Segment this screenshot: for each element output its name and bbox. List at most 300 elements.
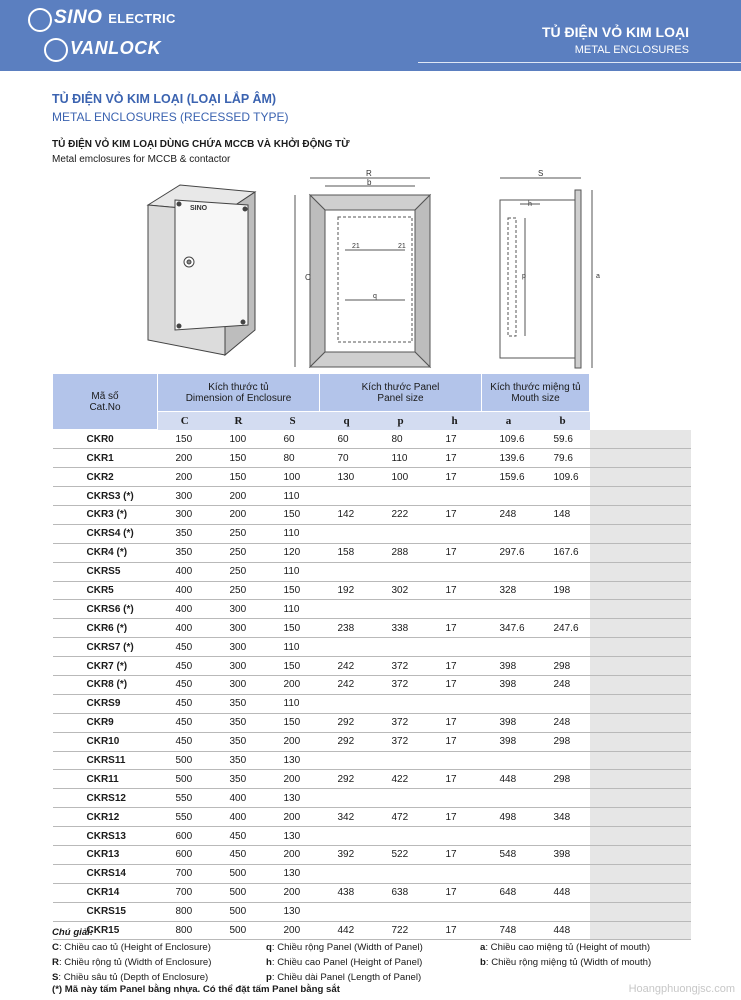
column-header: q: [320, 412, 374, 430]
table-cell: 450: [158, 732, 212, 751]
table-cell: 130: [320, 468, 374, 487]
panel-header-en: Panel size: [377, 392, 424, 404]
row-shade: [590, 883, 691, 902]
cat-no-cell: CKRS7 (*): [53, 638, 158, 657]
table-cell: 292: [320, 732, 374, 751]
cat-header-vn: Mã số: [91, 390, 119, 402]
panel-header: [320, 374, 482, 412]
table-cell: 110: [266, 487, 320, 506]
column-header: a: [482, 412, 536, 430]
table-cell: 300: [212, 600, 266, 619]
table-cell: [536, 694, 590, 713]
table-cell: 500: [212, 864, 266, 883]
row-shade: [590, 600, 691, 619]
enclosure-header-en: Dimension of Enclosure: [185, 392, 292, 404]
table-cell: [482, 562, 536, 581]
table-cell: 648: [482, 883, 536, 902]
cat-no-cell: CKRS5: [53, 562, 158, 581]
row-shade: [590, 713, 691, 732]
row-shade: [590, 581, 691, 600]
table-cell: [482, 902, 536, 921]
cat-header: [53, 374, 158, 430]
table-cell: 438: [320, 883, 374, 902]
notes-column-2: [266, 940, 423, 985]
table-cell: [482, 638, 536, 657]
table-cell: 130: [266, 751, 320, 770]
table-cell: 288: [374, 543, 428, 562]
table-cell: 498: [482, 808, 536, 827]
table-cell: [320, 638, 374, 657]
table-row: [53, 694, 691, 713]
table-cell: 450: [158, 713, 212, 732]
row-shade: [590, 543, 691, 562]
row-shade: [590, 619, 691, 638]
table-cell: [320, 751, 374, 770]
mouth-header: [482, 374, 590, 412]
note-line: [52, 955, 211, 970]
table-row: [53, 864, 691, 883]
table-cell: 109.6: [536, 468, 590, 487]
table-cell: 398: [482, 713, 536, 732]
column-header: h: [428, 412, 482, 430]
table-cell: 250: [212, 524, 266, 543]
table-cell: 800: [158, 902, 212, 921]
table-cell: 600: [158, 845, 212, 864]
cat-no-cell: CKRS14: [53, 864, 158, 883]
cat-no-cell: CKR7 (*): [53, 657, 158, 676]
table-cell: 500: [212, 902, 266, 921]
note-key: R: [52, 957, 59, 968]
table-cell: [320, 600, 374, 619]
table-cell: [482, 524, 536, 543]
table-cell: 350: [212, 713, 266, 732]
table-row: [53, 883, 691, 902]
table-cell: [320, 789, 374, 808]
table-cell: 200: [158, 449, 212, 468]
table-cell: 110: [266, 600, 320, 619]
table-row: [53, 638, 691, 657]
table-cell: 60: [320, 430, 374, 449]
row-shade: [590, 430, 691, 449]
table-cell: 800: [158, 921, 212, 940]
column-header: C: [158, 412, 212, 430]
table-cell: 342: [320, 808, 374, 827]
table-cell: 248: [536, 675, 590, 694]
table-cell: 17: [428, 845, 482, 864]
table-cell: [536, 600, 590, 619]
table-cell: 159.6: [482, 468, 536, 487]
header-subtitle: METAL ENCLOSURES: [574, 44, 689, 56]
table-cell: 200: [158, 468, 212, 487]
table-cell: 150: [212, 449, 266, 468]
table-cell: 328: [482, 581, 536, 600]
table-cell: 338: [374, 619, 428, 638]
note-line: [266, 970, 423, 985]
table-cell: [482, 827, 536, 846]
table-cell: 600: [158, 827, 212, 846]
table-cell: 500: [212, 883, 266, 902]
cat-no-cell: CKR9: [53, 713, 158, 732]
table-cell: 372: [374, 675, 428, 694]
row-shade: [590, 845, 691, 864]
cat-no-cell: CKRS11: [53, 751, 158, 770]
page-header: [0, 0, 741, 71]
table-row: [53, 468, 691, 487]
table-cell: [320, 827, 374, 846]
table-row: [53, 845, 691, 864]
table-cell: 400: [158, 619, 212, 638]
dim-label-S: S: [538, 170, 544, 178]
table-cell: 200: [266, 921, 320, 940]
table-cell: 150: [158, 430, 212, 449]
section-subtitle: METAL ENCLOSURES (RECESSED TYPE): [52, 110, 289, 124]
cat-no-cell: CKRS4 (*): [53, 524, 158, 543]
table-cell: 347.6: [482, 619, 536, 638]
table-row: [53, 789, 691, 808]
table-cell: 400: [212, 808, 266, 827]
table-cell: 110: [266, 562, 320, 581]
table-cell: 248: [536, 713, 590, 732]
table-cell: [428, 864, 482, 883]
cat-no-cell: CKRS9: [53, 694, 158, 713]
cat-no-cell: CKR3 (*): [53, 505, 158, 524]
table-cell: 17: [428, 732, 482, 751]
table-cell: 450: [212, 845, 266, 864]
table-cell: 150: [212, 468, 266, 487]
table-cell: 17: [428, 657, 482, 676]
table-cell: 550: [158, 808, 212, 827]
table-cell: 100: [212, 430, 266, 449]
table-cell: [374, 827, 428, 846]
table-cell: 450: [158, 657, 212, 676]
table-cell: [482, 864, 536, 883]
table-cell: 400: [158, 581, 212, 600]
table-cell: 350: [158, 524, 212, 543]
table-cell: 100: [266, 468, 320, 487]
note-key: b: [480, 957, 486, 968]
mouth-header-en: Mouth size: [511, 392, 560, 404]
notes-heading: Chú giải:: [52, 927, 94, 938]
table-cell: 300: [158, 487, 212, 506]
table-cell: 200: [266, 808, 320, 827]
table-cell: 200: [266, 675, 320, 694]
note-text: : Chiều sâu tủ (Depth of Enclosure): [58, 972, 209, 983]
cat-no-cell: CKR2: [53, 468, 158, 487]
brand-vanlock: VANLOCK: [70, 38, 162, 58]
table-cell: 17: [428, 581, 482, 600]
table-cell: [428, 524, 482, 543]
row-shade: [590, 657, 691, 676]
table-row: [53, 449, 691, 468]
header-divider: [418, 62, 741, 63]
table-cell: 372: [374, 732, 428, 751]
table-cell: 247.6: [536, 619, 590, 638]
table-cell: 300: [212, 657, 266, 676]
table-cell: 17: [428, 713, 482, 732]
table-cell: 297.6: [482, 543, 536, 562]
table-cell: [536, 487, 590, 506]
dim-label-21-left: 21: [352, 243, 360, 250]
table-cell: 448: [482, 770, 536, 789]
dim-label-c: C: [305, 273, 311, 282]
table-cell: 400: [158, 562, 212, 581]
table-cell: 17: [428, 921, 482, 940]
table-cell: [374, 694, 428, 713]
row-shade: [590, 808, 691, 827]
table-row: [53, 524, 691, 543]
table-cell: [374, 751, 428, 770]
table-cell: 110: [266, 524, 320, 543]
table-cell: 300: [212, 675, 266, 694]
table-cell: [320, 524, 374, 543]
table-cell: [536, 864, 590, 883]
row-shade: [590, 751, 691, 770]
table-cell: [374, 789, 428, 808]
row-shade: [590, 770, 691, 789]
table-row: [53, 487, 691, 506]
dim-label-h: h: [528, 201, 532, 208]
table-cell: 222: [374, 505, 428, 524]
table-cell: 200: [266, 845, 320, 864]
table-cell: 372: [374, 713, 428, 732]
note-key: h: [266, 957, 272, 968]
table-cell: [536, 638, 590, 657]
table-cell: 150: [266, 657, 320, 676]
table-row: [53, 562, 691, 581]
row-shade: [590, 505, 691, 524]
table-row: [53, 657, 691, 676]
table-cell: 638: [374, 883, 428, 902]
table-cell: 302: [374, 581, 428, 600]
table-cell: 80: [374, 430, 428, 449]
table-cell: 60: [266, 430, 320, 449]
table-cell: 292: [320, 713, 374, 732]
table-cell: 17: [428, 770, 482, 789]
website-watermark: Hoangphuongjsc.com: [628, 983, 735, 995]
table-cell: 238: [320, 619, 374, 638]
table-cell: 550: [158, 789, 212, 808]
table-cell: 298: [536, 732, 590, 751]
table-cell: 248: [482, 505, 536, 524]
table-cell: 350: [212, 751, 266, 770]
table-cell: 158: [320, 543, 374, 562]
table-cell: [374, 562, 428, 581]
table-cell: [536, 751, 590, 770]
table-cell: 200: [266, 732, 320, 751]
table-cell: [320, 902, 374, 921]
table-cell: 500: [212, 921, 266, 940]
table-cell: 110: [266, 638, 320, 657]
table-cell: 500: [158, 770, 212, 789]
table-cell: 298: [536, 770, 590, 789]
table-cell: 472: [374, 808, 428, 827]
table-cell: 17: [428, 505, 482, 524]
table-cell: 130: [266, 789, 320, 808]
dim-label-21-right: 21: [398, 243, 406, 250]
table-cell: 722: [374, 921, 428, 940]
table-row: [53, 581, 691, 600]
table-cell: 392: [320, 845, 374, 864]
panel-header-vn: Kích thước Panel: [361, 381, 440, 393]
table-cell: [482, 600, 536, 619]
table-cell: 298: [536, 657, 590, 676]
table-row: [53, 751, 691, 770]
technical-drawing: [130, 170, 610, 370]
brand-sino-suffix: ELECTRIC: [108, 11, 176, 26]
table-cell: 400: [212, 789, 266, 808]
table-cell: [536, 524, 590, 543]
row-shade: [590, 675, 691, 694]
table-cell: [374, 487, 428, 506]
table-cell: [428, 562, 482, 581]
row-shade: [590, 524, 691, 543]
spec-table: [52, 373, 691, 940]
table-cell: 130: [266, 864, 320, 883]
section-title: TỦ ĐIỆN VỎ KIM LOẠI (LOẠI LẮP ÂM): [52, 92, 277, 106]
dim-label-b: b: [367, 178, 372, 187]
table-cell: [428, 600, 482, 619]
table-cell: 109.6: [482, 430, 536, 449]
table-cell: 300: [212, 638, 266, 657]
note-text: : Chiều cao Panel (Height of Panel): [271, 957, 423, 968]
table-cell: [428, 751, 482, 770]
header-spacer: [590, 374, 691, 430]
row-shade: [590, 562, 691, 581]
note-text: : Chiều cao tủ (Height of Enclosure): [58, 942, 211, 953]
row-shade: [590, 827, 691, 846]
row-shade: [590, 902, 691, 921]
cat-no-cell: CKRS6 (*): [53, 600, 158, 619]
table-cell: 130: [266, 827, 320, 846]
table-cell: [428, 487, 482, 506]
cat-no-cell: CKRS3 (*): [53, 487, 158, 506]
table-cell: 400: [158, 600, 212, 619]
notes-heading-block: [52, 925, 93, 940]
table-cell: [428, 694, 482, 713]
table-row: [53, 770, 691, 789]
note-line: [266, 940, 423, 955]
table-cell: 79.6: [536, 449, 590, 468]
table-cell: 150: [266, 619, 320, 638]
cat-no-cell: CKR14: [53, 883, 158, 902]
row-shade: [590, 921, 691, 940]
table-cell: 17: [428, 619, 482, 638]
sino-logo-icon: [28, 8, 52, 32]
note-key: p: [266, 972, 272, 983]
table-cell: [428, 827, 482, 846]
row-shade: [590, 449, 691, 468]
table-cell: 548: [482, 845, 536, 864]
table-row: [53, 505, 691, 524]
table-cell: 200: [266, 883, 320, 902]
note-key: q: [266, 942, 272, 953]
table-cell: 70: [320, 449, 374, 468]
enclosure-header-vn: Kích thước tủ: [208, 381, 269, 393]
table-cell: 250: [212, 562, 266, 581]
table-cell: 110: [374, 449, 428, 468]
table-cell: [482, 694, 536, 713]
table-cell: 292: [320, 770, 374, 789]
table-cell: 450: [158, 694, 212, 713]
cat-no-cell: CKR4 (*): [53, 543, 158, 562]
table-cell: 350: [212, 770, 266, 789]
table-row: [53, 827, 691, 846]
table-cell: 139.6: [482, 449, 536, 468]
table-cell: 150: [266, 713, 320, 732]
front-view-drawing: [295, 178, 430, 367]
note-line: [52, 970, 211, 985]
table-cell: 59.6: [536, 430, 590, 449]
table-cell: [374, 638, 428, 657]
table-cell: [428, 638, 482, 657]
table-cell: [536, 827, 590, 846]
mouth-header-vn: Kích thước miệng tủ: [490, 381, 581, 393]
table-cell: 398: [482, 675, 536, 694]
table-cell: [536, 789, 590, 808]
side-view-drawing: [500, 178, 592, 368]
table-cell: 142: [320, 505, 374, 524]
table-cell: 398: [482, 657, 536, 676]
dim-label-a: a: [596, 273, 600, 280]
table-cell: 700: [158, 864, 212, 883]
cat-no-cell: CKR11: [53, 770, 158, 789]
note-text: : Chiều dài Panel (Length of Panel): [271, 972, 422, 983]
table-cell: 80: [266, 449, 320, 468]
note-key: a: [480, 942, 486, 953]
table-row: [53, 430, 691, 449]
table-cell: [374, 864, 428, 883]
note-line: [480, 940, 651, 955]
table-row: [53, 713, 691, 732]
table-cell: 448: [536, 921, 590, 940]
dim-label-q: q: [373, 293, 377, 300]
row-shade: [590, 864, 691, 883]
table-row: [53, 619, 691, 638]
table-cell: 398: [482, 732, 536, 751]
table-cell: 192: [320, 581, 374, 600]
table-cell: [374, 902, 428, 921]
note-line: [266, 955, 423, 970]
column-header: p: [374, 412, 428, 430]
dim-label-R: R: [366, 170, 372, 178]
table-cell: 17: [428, 449, 482, 468]
table-cell: 150: [266, 505, 320, 524]
enclosure-header: [158, 374, 320, 412]
table-cell: 198: [536, 581, 590, 600]
table-cell: [374, 524, 428, 543]
table-cell: 17: [428, 675, 482, 694]
table-cell: 17: [428, 808, 482, 827]
column-header: S: [266, 412, 320, 430]
product-title: TỦ ĐIỆN VỎ KIM LOẠI DÙNG CHỨA MCCB VÀ KHỞI ĐỘNG TỪ: [52, 139, 350, 150]
table-row: [53, 543, 691, 562]
cat-no-cell: CKR15: [53, 921, 158, 940]
table-cell: 350: [212, 694, 266, 713]
product-subtitle: Metal emclosures for MCCB & contactor: [52, 154, 231, 165]
table-cell: [428, 789, 482, 808]
cat-header-en: Cat.No: [89, 401, 121, 413]
note-text: : Chiều rộng Panel (Width of Panel): [271, 942, 423, 953]
table-cell: 422: [374, 770, 428, 789]
table-cell: [482, 789, 536, 808]
table-cell: [320, 487, 374, 506]
note-line: [52, 940, 211, 955]
table-cell: 250: [212, 581, 266, 600]
cat-no-cell: CKR12: [53, 808, 158, 827]
table-cell: 350: [212, 732, 266, 751]
header-title: TỦ ĐIỆN VỎ KIM LOẠI: [542, 24, 689, 40]
notes-column-3: [480, 940, 651, 970]
